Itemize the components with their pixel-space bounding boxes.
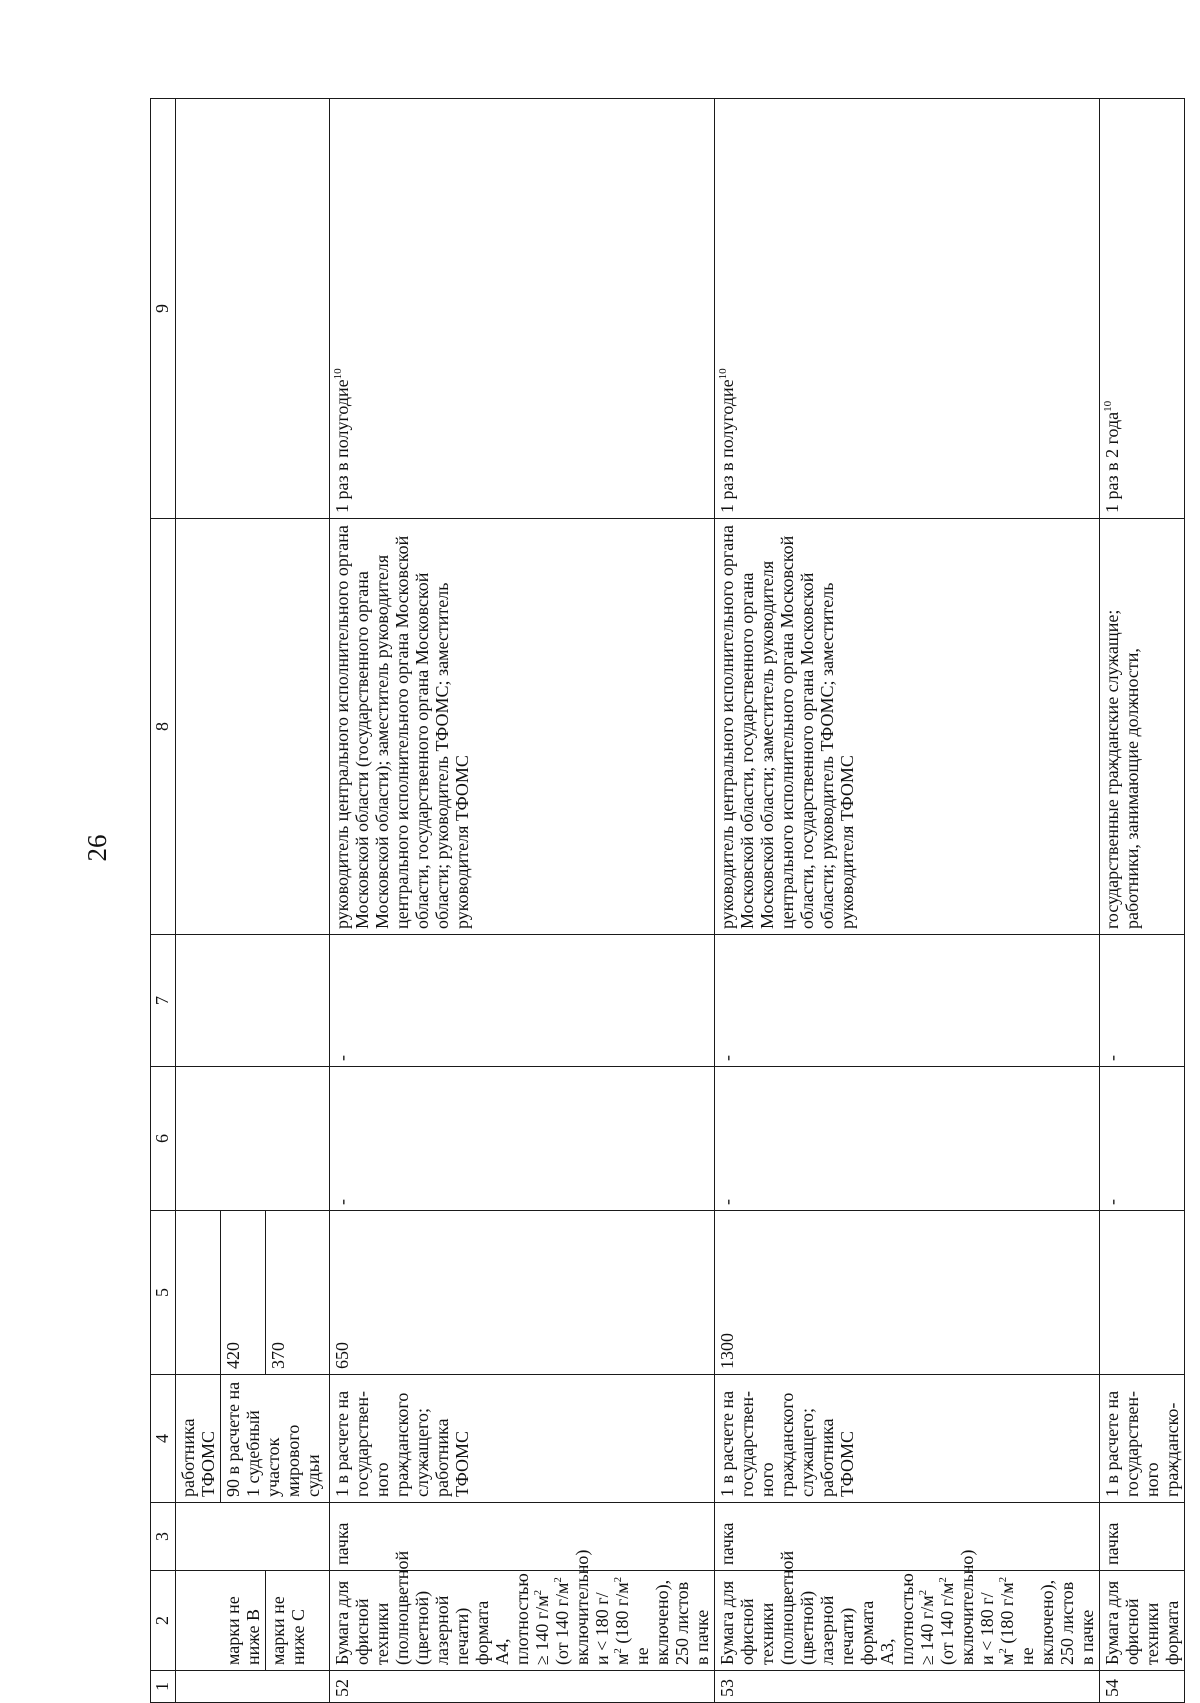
cont-cell-3: [176, 1503, 330, 1571]
table-row-52: [330, 99, 715, 1703]
positions: руководитель центрального исполнительного органа Московской области (государственного органа Московской области); заместитель руководителя центрального исполнительного органа Московской области, государственного органа Московской области; руководитель ТФОМС; заместитель руководителя ТФОМС: [330, 519, 715, 935]
cont-cell-5a: [176, 1211, 221, 1375]
quantity-norm: 1 в расчете на государственного гражданско-: [1100, 1375, 1185, 1503]
cont-cell-8: [176, 519, 330, 935]
col7-value: -: [1100, 935, 1185, 1067]
footnote-ref: 10: [1102, 400, 1114, 412]
table-row-53: [715, 99, 1100, 1703]
col6-value: -: [330, 1067, 715, 1211]
col-header-9: 9: [151, 99, 176, 519]
col6-value: -: [715, 1067, 1100, 1211]
cont-cell-5b: 420: [221, 1211, 266, 1375]
col-header-1: 1: [151, 1671, 176, 1703]
quantity-norm: 1 в расчете на государственного гражданского служащего; работника ТФОМС: [715, 1375, 1100, 1503]
col6-value: -: [1100, 1067, 1185, 1211]
price: 1300: [715, 1211, 1100, 1375]
cont-cell-1: [176, 1671, 330, 1703]
frequency: [1100, 99, 1185, 519]
price: [1100, 1211, 1185, 1375]
header-row: [151, 99, 176, 1703]
row-number: 54: [1100, 1671, 1185, 1703]
frequency: [715, 99, 1100, 519]
cont-cell-7: [176, 935, 330, 1067]
page-number: 26: [82, 834, 112, 862]
col-header-3: 3: [151, 1503, 176, 1571]
footnote-ref: 10: [717, 368, 729, 380]
col7-value: -: [715, 935, 1100, 1067]
price: 650: [330, 1211, 715, 1375]
col7-value: -: [330, 935, 715, 1067]
col-header-5: 5: [151, 1211, 176, 1375]
cont-cell-2b: марки не ниже B: [221, 1571, 266, 1671]
cont-cell-4b: 90 в расчете на 1 судебный участок мирового судьи: [221, 1375, 330, 1503]
row-number: 53: [715, 1671, 1100, 1703]
positions: государственные гражданские служащие; работники, занимающие должности,: [1100, 519, 1185, 935]
col-header-6: 6: [151, 1067, 176, 1211]
frequency-text: 1 раз в полугодие: [332, 379, 352, 513]
rotated-table-sheet: [150, 99, 1182, 1703]
unit: пачка: [330, 1503, 715, 1571]
col-header-2: 2: [151, 1571, 176, 1671]
cont-cell-2a: [176, 1571, 221, 1671]
row-number: 52: [330, 1671, 715, 1703]
positions: руководитель центрального исполнительного органа Московской области, государственного органа Московской области; заместитель руководителя центрального исполнительного органа Московской области, государственного органа Московской области; руководитель ТФОМС; заместитель руководителя ТФОМС: [715, 519, 1100, 935]
col-header-7: 7: [151, 935, 176, 1067]
cont-cell-4a: работника ТФОМС: [176, 1375, 221, 1503]
cont-cell-6: [176, 1067, 330, 1211]
table-row-54: [1100, 99, 1185, 1703]
col-header-4: 4: [151, 1375, 176, 1503]
quantity-norm: 1 в расчете на государственного гражданского служащего; работника ТФОМС: [330, 1375, 715, 1503]
footnote-ref: 10: [332, 368, 344, 380]
frequency-text: 1 раз в 2 года: [1102, 411, 1122, 513]
item-name: Бумага для офисной техники (полноцветной (цветной) лазерной печати) формата А3, плотностью ≥ 140 $г/м^2$ (от 140 $г/м^2$ включительно) и < 180 $г/м^2$ (180 $г/м^2$ не включено), 250 листов в пачке: [715, 1571, 1100, 1671]
frequency: [330, 99, 715, 519]
cont-cell-2c: марки не ниже C: [266, 1571, 330, 1671]
item-name: Бумага для офисной техники (полноцветной (цветной) лазерной печати) формата А4, плотностью ≥ 140 $г/м^2$ (от 140 $г/м^2$ включительно) и < 180 $г/м^2$ (180 $г/м^2$ не включено), 250 листов в пачке: [330, 1571, 715, 1671]
continuation-row-a: [176, 99, 221, 1703]
cont-cell-9: [176, 99, 330, 519]
item-name: Бумага для офисной техники формата: [1100, 1571, 1185, 1671]
unit: пачка: [715, 1503, 1100, 1571]
cont-cell-5c: 370: [266, 1211, 330, 1375]
frequency-text: 1 раз в полугодие: [717, 379, 737, 513]
unit: пачка: [1100, 1503, 1185, 1571]
norms-table: [150, 98, 1185, 1703]
col-header-8: 8: [151, 519, 176, 935]
